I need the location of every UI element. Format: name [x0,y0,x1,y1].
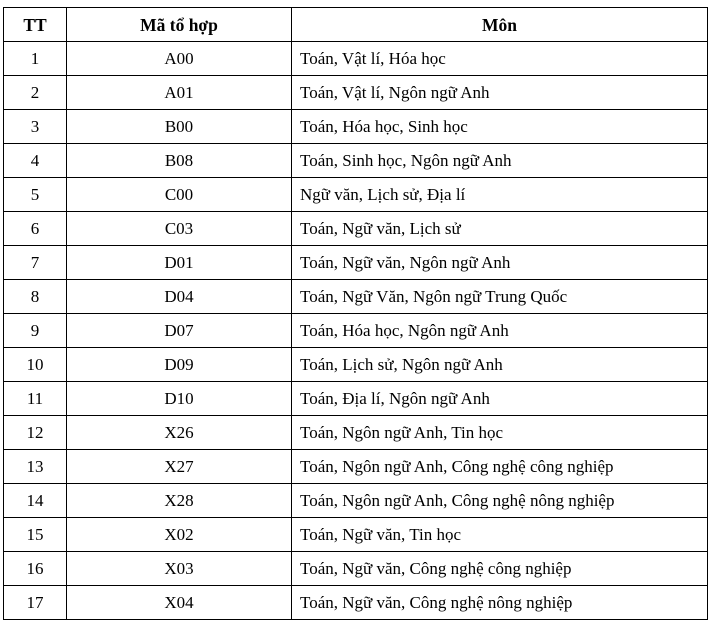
row-subjects-cell: Toán, Ngữ văn, Tin học [292,518,708,552]
row-combination-code-cell: D09 [67,348,292,382]
table-row [4,382,708,416]
row-combination-code-cell: C00 [67,178,292,212]
row-combination-code-cell: D07 [67,314,292,348]
row-subjects-cell: Toán, Vật lí, Ngôn ngữ Anh [292,76,708,110]
row-tt-cell: 1 [4,42,67,76]
row-subjects-cell: Toán, Ngữ Văn, Ngôn ngữ Trung Quốc [292,280,708,314]
row-subjects-cell: Toán, Ngôn ngữ Anh, Công nghệ nông nghiệp [292,484,708,518]
row-subjects-cell: Toán, Ngôn ngữ Anh, Công nghệ công nghiệp [292,450,708,484]
table-row [4,144,708,178]
subject-combination-table [3,7,708,620]
table-row [4,314,708,348]
table-row [4,178,708,212]
header-subjects: Môn [292,8,708,42]
row-tt-cell: 9 [4,314,67,348]
row-subjects-cell: Toán, Vật lí, Hóa học [292,42,708,76]
row-tt-cell: 16 [4,552,67,586]
row-tt-cell: 12 [4,416,67,450]
row-combination-code-cell: X27 [67,450,292,484]
row-subjects-cell: Toán, Ngữ văn, Công nghệ nông nghiệp [292,586,708,620]
table-row [4,416,708,450]
row-subjects-cell: Toán, Ngữ văn, Ngôn ngữ Anh [292,246,708,280]
row-subjects-cell: Toán, Hóa học, Ngôn ngữ Anh [292,314,708,348]
row-subjects-cell: Ngữ văn, Lịch sử, Địa lí [292,178,708,212]
row-tt-cell: 15 [4,518,67,552]
row-combination-code-cell: C03 [67,212,292,246]
row-tt-cell: 14 [4,484,67,518]
table-row [4,552,708,586]
row-combination-code-cell: D04 [67,280,292,314]
row-combination-code-cell: A00 [67,42,292,76]
row-subjects-cell: Toán, Địa lí, Ngôn ngữ Anh [292,382,708,416]
table-row [4,586,708,620]
table-row [4,246,708,280]
table-row [4,76,708,110]
table-body [4,42,708,620]
row-combination-code-cell: X28 [67,484,292,518]
row-combination-code-cell: B08 [67,144,292,178]
table-row [4,42,708,76]
header-combination-code: Mã tổ hợp [67,8,292,42]
row-combination-code-cell: X03 [67,552,292,586]
row-combination-code-cell: A01 [67,76,292,110]
row-tt-cell: 17 [4,586,67,620]
row-tt-cell: 7 [4,246,67,280]
table-row [4,110,708,144]
row-subjects-cell: Toán, Sinh học, Ngôn ngữ Anh [292,144,708,178]
row-combination-code-cell: D01 [67,246,292,280]
row-tt-cell: 10 [4,348,67,382]
row-subjects-cell: Toán, Ngữ văn, Lịch sử [292,212,708,246]
row-tt-cell: 13 [4,450,67,484]
row-combination-code-cell: D10 [67,382,292,416]
table-row [4,280,708,314]
row-tt-cell: 3 [4,110,67,144]
row-combination-code-cell: B00 [67,110,292,144]
header-row [4,8,708,42]
table-row [4,212,708,246]
row-combination-code-cell: X26 [67,416,292,450]
row-tt-cell: 4 [4,144,67,178]
table-row [4,518,708,552]
row-tt-cell: 6 [4,212,67,246]
row-subjects-cell: Toán, Ngữ văn, Công nghệ công nghiệp [292,552,708,586]
row-subjects-cell: Toán, Ngôn ngữ Anh, Tin học [292,416,708,450]
header-tt: TT [4,8,67,42]
table-row [4,450,708,484]
row-tt-cell: 2 [4,76,67,110]
row-tt-cell: 8 [4,280,67,314]
row-tt-cell: 11 [4,382,67,416]
table-row [4,348,708,382]
row-subjects-cell: Toán, Lịch sử, Ngôn ngữ Anh [292,348,708,382]
row-subjects-cell: Toán, Hóa học, Sinh học [292,110,708,144]
row-tt-cell: 5 [4,178,67,212]
table-row [4,484,708,518]
row-combination-code-cell: X04 [67,586,292,620]
table-header [4,8,708,42]
subject-combination-table-container [3,7,707,620]
row-combination-code-cell: X02 [67,518,292,552]
